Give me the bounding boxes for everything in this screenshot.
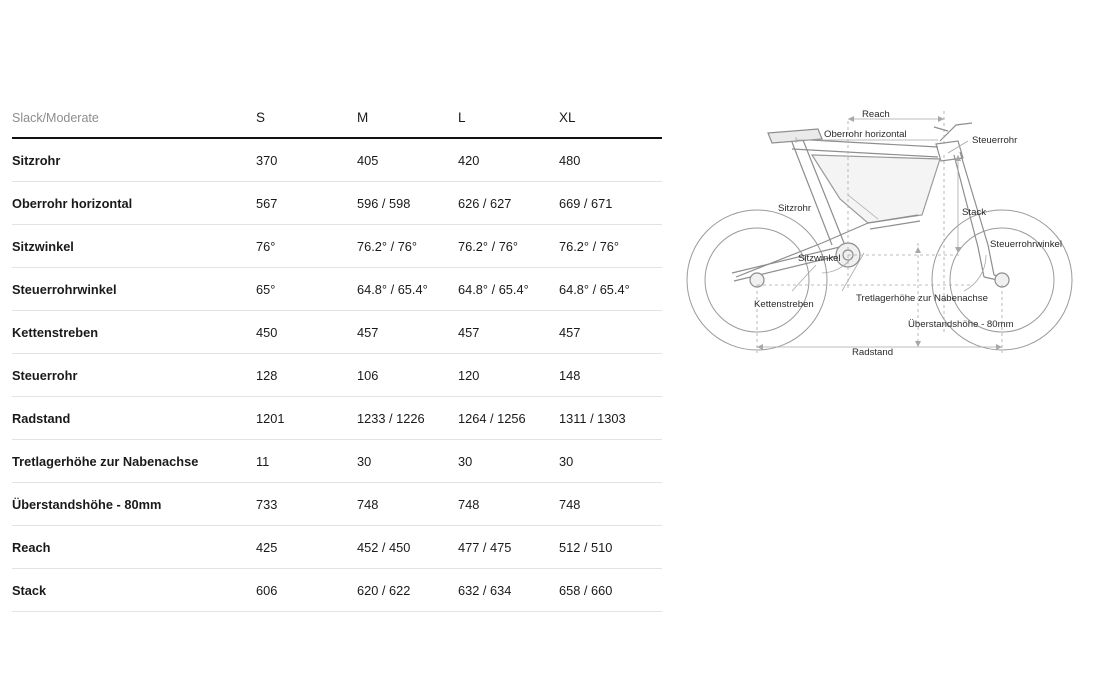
row-value-xl: 457	[559, 311, 662, 354]
table-row	[12, 397, 662, 440]
row-value-xl: 76.2° / 76°	[559, 225, 662, 268]
row-value-xl: 64.8° / 65.4°	[559, 268, 662, 311]
row-value-l: 64.8° / 65.4°	[458, 268, 559, 311]
row-value-s: 128	[256, 354, 357, 397]
row-value-m: 596 / 598	[357, 182, 458, 225]
row-value-l: 457	[458, 311, 559, 354]
row-value-s: 425	[256, 526, 357, 569]
table-row	[12, 225, 662, 268]
row-value-m: 452 / 450	[357, 526, 458, 569]
row-value-xl: 658 / 660	[559, 569, 662, 612]
row-value-xl: 1311 / 1303	[559, 397, 662, 440]
row-value-l: 632 / 634	[458, 569, 559, 612]
row-value-xl: 148	[559, 354, 662, 397]
row-label: Überstandshöhe - 80mm	[12, 483, 256, 526]
row-label: Stack	[12, 569, 256, 612]
bike-geometry-diagram	[672, 95, 1112, 385]
row-value-m: 457	[357, 311, 458, 354]
frame-outline	[732, 123, 1009, 287]
row-value-l: 30	[458, 440, 559, 483]
row-value-l: 477 / 475	[458, 526, 559, 569]
row-value-l: 626 / 627	[458, 182, 559, 225]
row-value-xl: 748	[559, 483, 662, 526]
row-value-m: 76.2° / 76°	[357, 225, 458, 268]
header-size-l: L	[458, 110, 466, 125]
row-value-xl: 30	[559, 440, 662, 483]
row-label: Radstand	[12, 397, 256, 440]
row-value-l: 76.2° / 76°	[458, 225, 559, 268]
row-value-m: 1233 / 1226	[357, 397, 458, 440]
diagram-label-reach: Reach	[862, 109, 890, 120]
diagram-label-tretlager: Tretlagerhöhe zur Nabenachse	[856, 293, 988, 304]
table-row	[12, 440, 662, 483]
row-value-m: 405	[357, 138, 458, 182]
row-value-l: 748	[458, 483, 559, 526]
row-value-m: 106	[357, 354, 458, 397]
header-size-s: S	[256, 110, 266, 125]
header-size-xl: XL	[559, 110, 576, 125]
row-label: Kettenstreben	[12, 311, 256, 354]
diagram-label-stack: Stack	[962, 207, 986, 218]
diagram-label-kettenstreben: Kettenstreben	[754, 299, 814, 310]
diagram-label-sitzwinkel: Sitzwinkel	[798, 253, 841, 264]
row-value-l: 420	[458, 138, 559, 182]
table-row	[12, 182, 662, 225]
row-value-s: 450	[256, 311, 357, 354]
row-label: Sitzwinkel	[12, 225, 256, 268]
row-value-s: 11	[256, 440, 357, 483]
row-value-xl: 669 / 671	[559, 182, 662, 225]
row-value-xl: 480	[559, 138, 662, 182]
table-header-row	[12, 110, 662, 138]
table-row	[12, 483, 662, 526]
row-value-m: 30	[357, 440, 458, 483]
geometry-table-container	[12, 110, 662, 612]
row-value-s: 1201	[256, 397, 357, 440]
row-label: Oberrohr horizontal	[12, 182, 256, 225]
row-label: Reach	[12, 526, 256, 569]
row-label: Tretlagerhöhe zur Nabenachse	[12, 440, 256, 483]
table-head	[12, 110, 662, 138]
diagram-label-ueberstand: Überstandshöhe - 80mm	[908, 319, 1014, 330]
table-row	[12, 268, 662, 311]
header-label: Slack/Moderate	[12, 111, 99, 125]
row-value-s: 733	[256, 483, 357, 526]
table-row	[12, 526, 662, 569]
row-value-s: 606	[256, 569, 357, 612]
row-value-s: 65°	[256, 268, 357, 311]
row-value-l: 1264 / 1256	[458, 397, 559, 440]
diagram-label-oberrohr: Oberrohr horizontal	[824, 129, 907, 140]
row-value-m: 620 / 622	[357, 569, 458, 612]
diagram-label-steuerrohr: Steuerrohr	[972, 135, 1018, 146]
row-value-s: 370	[256, 138, 357, 182]
row-value-m: 748	[357, 483, 458, 526]
diagram-label-steuerrohrwinkel: Steuerrohrwinkel	[990, 239, 1062, 250]
table-row	[12, 354, 662, 397]
table-row	[12, 311, 662, 354]
row-value-xl: 512 / 510	[559, 526, 662, 569]
header-size-m: M	[357, 110, 369, 125]
row-value-s: 76°	[256, 225, 357, 268]
table-row	[12, 569, 662, 612]
row-value-l: 120	[458, 354, 559, 397]
diagram-label-radstand: Radstand	[852, 347, 894, 358]
table-row	[12, 138, 662, 182]
row-value-m: 64.8° / 65.4°	[357, 268, 458, 311]
geometry-table	[12, 110, 662, 612]
row-label: Steuerrohr	[12, 354, 256, 397]
diagram-label-sitzrohr: Sitzrohr	[778, 203, 812, 214]
row-label: Sitzrohr	[12, 138, 256, 182]
row-label: Steuerrohrwinkel	[12, 268, 256, 311]
row-value-s: 567	[256, 182, 357, 225]
table-body	[12, 138, 662, 612]
